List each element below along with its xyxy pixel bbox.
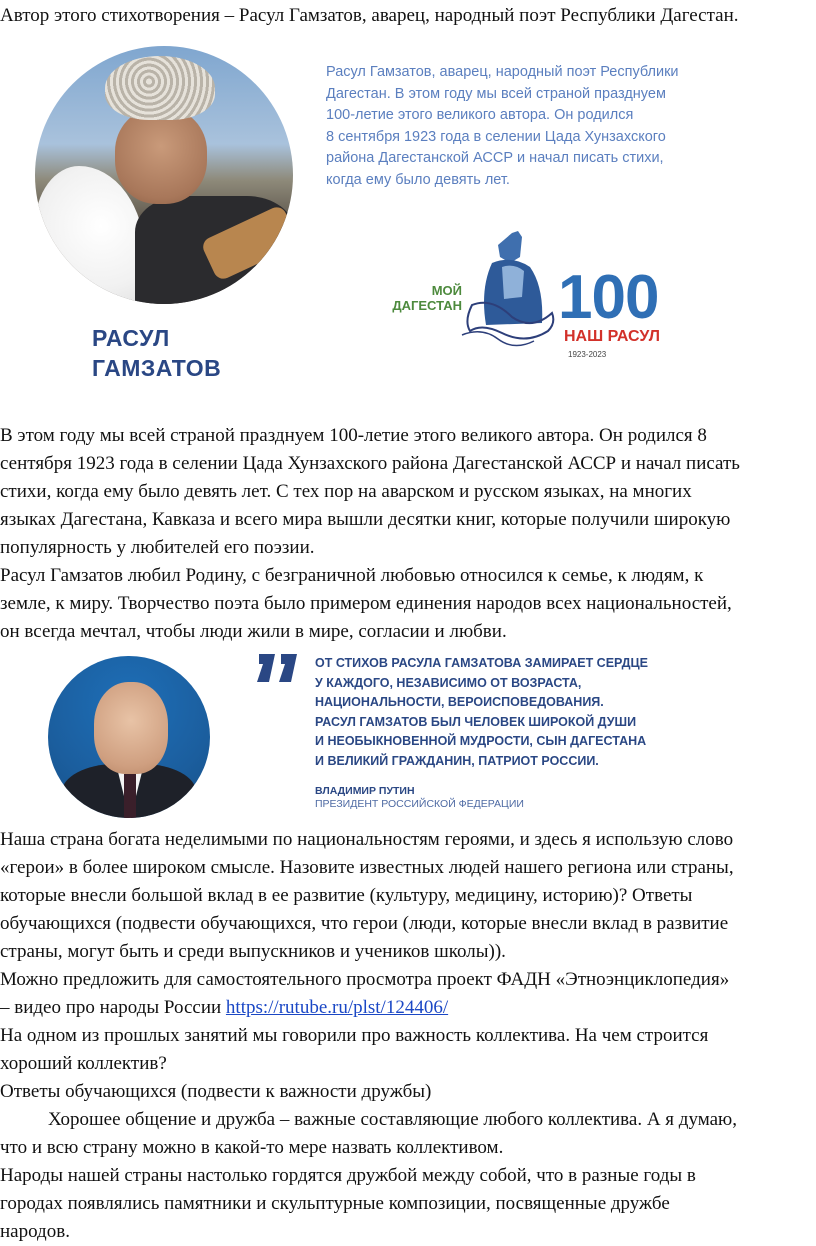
banner-caption	[326, 62, 679, 191]
paragraph-line: Народы нашей страны настолько гордятся дружбой между собой, что в разные годы в	[0, 1165, 696, 1186]
caption-line: 100-летие этого великого автора. Он родился	[326, 107, 634, 123]
logo-nash-rasul: НАШ РАСУЛ	[564, 328, 660, 345]
link-prefix: – видео про народы России	[0, 997, 226, 1018]
caption-line: Расул Гамзатов, аварец, народный поэт Республики	[326, 64, 679, 80]
quote-author-position: ПРЕЗИДЕНТ РОССИЙСКОЙ ФЕДЕРАЦИИ	[315, 798, 524, 810]
paragraph-line: популярность у любителей его поэзии.	[0, 537, 315, 558]
anniversary-banner	[0, 40, 816, 400]
anniversary-logo	[378, 227, 698, 367]
logo-number: 100	[558, 263, 659, 332]
logo-dagestan: ДАГЕСТАН	[392, 298, 462, 313]
paragraph-line: городах появлялись памятники и скульптурные композиции, посвященные дружбе	[0, 1193, 670, 1214]
quote-text	[315, 654, 648, 772]
quote-author: ВЛАДИМИР ПУТИН	[315, 785, 415, 797]
paragraph-line: Расул Гамзатов любил Родину, с безграничной любовью относился к семье, к людям, к	[0, 565, 704, 586]
paragraph-line: страны, могут быть и среди выпускников и учеников школы)).	[0, 941, 506, 962]
quote-banner	[0, 650, 816, 820]
paragraph-line: В этом году мы всей страной празднуем 100-летие этого великого автора. Он родился 8	[0, 425, 707, 446]
intro-line: Автор этого стихотворения – Расул Гамзатов, аварец, народный поэт Республики Дагестан.	[0, 5, 739, 26]
paragraph-line: Ответы обучающихся (подвести к важности дружбы)	[0, 1081, 432, 1102]
quote-line: ОТ СТИХОВ РАСУЛА ГАМЗАТОВА ЗАМИРАЕТ СЕРДЦЕ	[315, 656, 648, 670]
face	[115, 108, 207, 204]
paragraph-line-with-link	[0, 994, 448, 1022]
quote-line: И НЕОБЫКНОВЕННОЙ МУДРОСТИ, СЫН ДАГЕСТАНА	[315, 734, 647, 749]
banner-name-line: РАСУЛ	[92, 325, 170, 351]
logo-moi-dagestan	[378, 283, 462, 313]
rutube-link[interactable]: https://rutube.ru/plst/124406/	[225, 997, 449, 1018]
caption-line: 8 сентября 1923 года в селении Цада Хунзахского	[326, 128, 666, 145]
paragraph-line: которые внесли большой вклад в ее развитие (культуру, медицину, историю)? Ответы	[0, 885, 693, 906]
paragraph-line: народов.	[0, 1221, 70, 1242]
caption-line: Дагестан. В этом году мы всей страной празднуем	[326, 85, 666, 102]
paragraph-line: он всегда мечтал, чтобы люди жили в мире, согласии и любви.	[0, 621, 507, 642]
quote-line: И ВЕЛИКИЙ ГРАЖДАНИН, ПАТРИОТ РОССИИ.	[315, 753, 599, 768]
tie	[124, 774, 136, 818]
logo-moi: МОЙ	[431, 283, 462, 298]
quote-line: РАСУЛ ГАМЗАТОВ БЫЛ ЧЕЛОВЕК ШИРОКОЙ ДУШИ	[315, 714, 637, 729]
paragraph-line: земле, к миру. Творчество поэта было примером единения народов всех национальностей,	[0, 593, 732, 614]
paragraph-line: что и всю страну можно в какой-то мере назвать коллективом.	[0, 1137, 504, 1158]
head	[94, 682, 168, 774]
paragraph-line: сентября 1923 года в селении Цада Хунзахского района Дагестанской АССР и начал писать	[0, 453, 740, 474]
paragraph-line: хороший коллектив?	[0, 1053, 167, 1074]
papakha-hat	[105, 56, 215, 120]
paragraph-line: обучающихся (подвести обучающихся, что герои (люди, которые внесли вклад в развитие	[0, 913, 729, 934]
banner-name-line: ГАМЗАТОВ	[92, 355, 222, 381]
banner-name	[92, 323, 221, 383]
putin-portrait	[48, 656, 210, 818]
gamzatov-portrait	[35, 46, 293, 304]
paragraph-line: «герои» в более широком смысле. Назовите известных людей нашего региона или страны,	[0, 857, 734, 878]
paragraph-line: На одном из прошлых занятий мы говорили про важность коллектива. На чем строится	[0, 1025, 709, 1046]
paragraph-line: стихи, когда ему было девять лет. С тех пор на аварском и русском языках, на многих	[0, 481, 692, 502]
caption-line: когда ему было девять лет.	[326, 171, 510, 188]
poet-silhouette-icon	[452, 227, 560, 359]
paragraph-line: языках Дагестана, Кавказа и всего мира вышли десятки книг, которые получили широкую	[0, 509, 731, 530]
paragraph-line: Хорошее общение и дружба – важные составляющие любого коллектива. А я думаю,	[48, 1109, 737, 1130]
caption-line: района Дагестанской АССР и начал писать стихи,	[326, 150, 664, 166]
quote-line: НАЦИОНАЛЬНОСТИ, ВЕРОИСПОВЕДОВАНИЯ.	[315, 695, 604, 710]
quote-line: У КАЖДОГО, НЕЗАВИСИМО ОТ ВОЗРАСТА,	[315, 675, 582, 690]
paragraph-line: Можно предложить для самостоятельного просмотра проект ФАДН «Этноэнциклопедия»	[0, 969, 730, 990]
paragraph-line: Наша страна богата неделимыми по национальностям героями, и здесь я использую слово	[0, 829, 734, 850]
logo-years: 1923-2023	[568, 350, 607, 359]
quote-mark-icon	[255, 650, 301, 686]
